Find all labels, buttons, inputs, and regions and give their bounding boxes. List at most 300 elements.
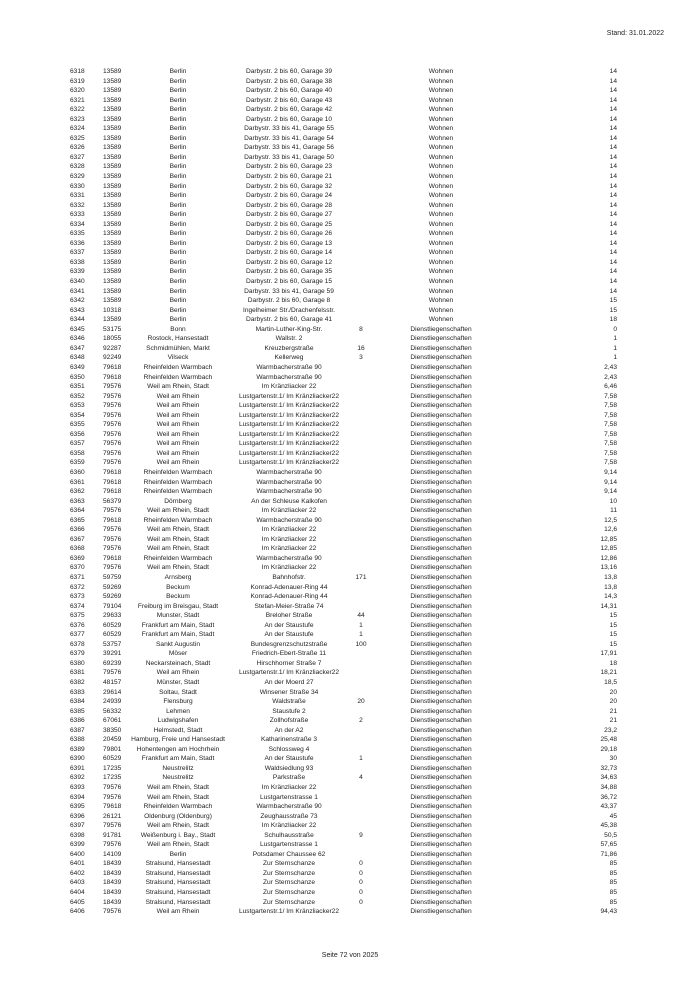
value-cell: 15 bbox=[609, 297, 617, 305]
value-cell: 20 bbox=[609, 688, 617, 696]
row-number-cell: 6377 bbox=[70, 631, 85, 639]
row-number-cell: 6384 bbox=[70, 698, 85, 706]
postal-code-cell: 79576 bbox=[103, 841, 122, 849]
row-number-cell: 6331 bbox=[70, 192, 85, 200]
postal-code-cell: 39291 bbox=[103, 650, 122, 658]
value-cell: 14 bbox=[609, 77, 617, 85]
table-row: 6387 38350 Helmstedt, Stadt An der A2 Dienstliegenschaften 23,2 bbox=[70, 726, 617, 734]
row-number-cell: 6365 bbox=[70, 516, 85, 524]
postal-code-cell: 79576 bbox=[103, 449, 122, 457]
row-number-cell: 6360 bbox=[70, 468, 85, 476]
table-row: 6346 18055 Rostock, Hansestadt Wallstr. 2 Dienstliegenschaften 1 bbox=[70, 335, 617, 343]
postal-code-cell: 56379 bbox=[103, 497, 122, 505]
row-number-cell: 6323 bbox=[70, 115, 85, 123]
row-number-cell: 6371 bbox=[70, 573, 85, 581]
table-row: 6373 59269 Beckum Konrad-Adenauer-Ring 44 Dienstliegenschaften 14,3 bbox=[70, 593, 617, 601]
postal-code-cell: 79576 bbox=[103, 507, 122, 515]
table-row: 6327 13589 Berlin Darbystr. 33 bis 41, Garage 50 Wohnen 14 bbox=[70, 153, 617, 161]
table-row: 6401 18439 Stralsund, Hansestadt Zur Sternschanze 0 Dienstliegenschaften 85 bbox=[70, 860, 617, 868]
row-number-cell: 6350 bbox=[70, 373, 85, 381]
value-cell: 32,73 bbox=[600, 764, 617, 772]
value-cell: 14 bbox=[609, 258, 617, 266]
table-row: 6325 13589 Berlin Darbystr. 33 bis 41, Garage 54 Wohnen 14 bbox=[70, 134, 617, 142]
page-number: Seite 72 von 2025 bbox=[321, 952, 379, 959]
row-number-cell: 6388 bbox=[70, 736, 85, 744]
table-row: 6397 79576 Weil am Rhein, Stadt Im Kränzliacker 22 Dienstliegenschaften 45,38 bbox=[70, 822, 617, 830]
value-cell: 85 bbox=[609, 889, 617, 897]
value-cell: 7,58 bbox=[604, 392, 617, 400]
table-row: 6395 79618 Rheinfelden Warmbach Warmbacherstraße 90 Dienstliegenschaften 43,37 bbox=[70, 803, 617, 811]
table-row: 6385 56332 Lehmen Staustufe 2 Dienstliegenschaften 21 bbox=[70, 707, 617, 715]
value-cell: 57,65 bbox=[600, 841, 617, 849]
postal-code-cell: 18439 bbox=[103, 879, 122, 887]
value-cell: 18 bbox=[609, 659, 617, 667]
row-number-cell: 6390 bbox=[70, 755, 85, 763]
value-cell: 17,91 bbox=[600, 650, 617, 658]
table-row: 6331 13589 Berlin Darbystr. 2 bis 60, Garage 24 Wohnen 14 bbox=[70, 192, 617, 200]
value-cell: 14 bbox=[609, 87, 617, 95]
table-row: 6389 79801 Hohentengen am Hochrhein Schlossweg 4 Dienstliegenschaften 29,18 bbox=[70, 745, 617, 753]
table-row: 6406 79576 Weil am Rhein Lustgartenstr.1/ Im Kränzliacker22 Dienstliegenschaften 94,43 bbox=[70, 908, 617, 916]
row-number-cell: 6400 bbox=[70, 850, 85, 858]
postal-code-cell: 13589 bbox=[103, 287, 122, 295]
row-number-cell: 6328 bbox=[70, 163, 85, 171]
value-cell: 14 bbox=[609, 230, 617, 238]
table-row: 6352 79576 Weil am Rhein Lustgartenstr.1/ Im Kränzliacker22 Dienstliegenschaften 7,58 bbox=[70, 392, 617, 400]
value-cell: 18,21 bbox=[600, 669, 617, 677]
postal-code-cell: 79618 bbox=[103, 468, 122, 476]
table-row: 6344 13589 Berlin Darbystr. 2 bis 60, Garage 41 Wohnen 18 bbox=[70, 316, 617, 324]
value-cell: 14 bbox=[609, 182, 617, 190]
row-number-cell: 6358 bbox=[70, 449, 85, 457]
row-number-cell: 6370 bbox=[70, 564, 85, 572]
data-table bbox=[0, 67, 700, 917]
value-cell: 85 bbox=[609, 860, 617, 868]
postal-code-cell: 13589 bbox=[103, 125, 122, 133]
value-cell: 14 bbox=[609, 153, 617, 161]
table-row: 6368 79576 Weil am Rhein, Stadt Im Kränzliacker 22 Dienstliegenschaften 12,85 bbox=[70, 545, 617, 553]
row-number-cell: 6393 bbox=[70, 784, 85, 792]
table-row: 6343 10318 Berlin Ingelheimer Str./Drachenfelsstr. Wohnen 15 bbox=[70, 306, 617, 314]
postal-code-cell: 13589 bbox=[103, 173, 122, 181]
value-cell: 13,16 bbox=[600, 564, 617, 572]
value-cell: 15 bbox=[609, 306, 617, 314]
value-cell: 45 bbox=[609, 812, 617, 820]
row-number-cell: 6368 bbox=[70, 545, 85, 553]
postal-code-cell: 56332 bbox=[103, 707, 122, 715]
postal-code-cell: 53175 bbox=[103, 325, 122, 333]
value-cell: 30 bbox=[609, 755, 617, 763]
table-row: 6402 18439 Stralsund, Hansestadt Zur Sternschanze 0 Dienstliegenschaften 85 bbox=[70, 869, 617, 877]
table-row: 6405 18439 Stralsund, Hansestadt Zur Sternschanze 0 Dienstliegenschaften 85 bbox=[70, 898, 617, 906]
value-cell: 14 bbox=[609, 173, 617, 181]
value-cell: 7,58 bbox=[604, 449, 617, 457]
table-row: 6370 79576 Weil am Rhein, Stadt Im Kränzliacker 22 Dienstliegenschaften 13,16 bbox=[70, 564, 617, 572]
value-cell: 85 bbox=[609, 898, 617, 906]
postal-code-cell: 79576 bbox=[103, 411, 122, 419]
postal-code-cell: 79576 bbox=[103, 430, 122, 438]
row-number-cell: 6352 bbox=[70, 392, 85, 400]
row-number-cell: 6372 bbox=[70, 583, 85, 591]
value-cell: 14 bbox=[609, 115, 617, 123]
table-row: 6341 13589 Berlin Darbystr. 33 bis 41, Garage 59 Wohnen 14 bbox=[70, 287, 617, 295]
value-cell: 14 bbox=[609, 144, 617, 152]
row-number-cell: 6319 bbox=[70, 77, 85, 85]
row-number-cell: 6357 bbox=[70, 440, 85, 448]
postal-code-cell: 29633 bbox=[103, 612, 122, 620]
postal-code-cell: 79618 bbox=[103, 478, 122, 486]
table-row: 6391 17235 Neustrelitz Waldsiedlung 93 Dienstliegenschaften 32,73 bbox=[70, 764, 617, 772]
row-number-cell: 6398 bbox=[70, 831, 85, 839]
value-cell: 14 bbox=[609, 192, 617, 200]
row-number-cell: 6346 bbox=[70, 335, 85, 343]
table-row: 6375 29633 Munster, Stadt Breloher Straße 44 Dienstliegenschaften 15 bbox=[70, 612, 617, 620]
row-number-cell: 6404 bbox=[70, 889, 85, 897]
table-row: 6340 13589 Berlin Darbystr. 2 bis 60, Garage 15 Wohnen 14 bbox=[70, 278, 617, 286]
postal-code-cell: 79576 bbox=[103, 793, 122, 801]
postal-code-cell: 79576 bbox=[103, 383, 122, 391]
value-cell: 2,43 bbox=[604, 363, 617, 371]
postal-code-cell: 13589 bbox=[103, 153, 122, 161]
postal-code-cell: 13589 bbox=[103, 134, 122, 142]
postal-code-cell: 79576 bbox=[103, 402, 122, 410]
postal-code-cell: 60529 bbox=[103, 755, 122, 763]
postal-code-cell: 91781 bbox=[103, 831, 122, 839]
row-number-cell: 6389 bbox=[70, 745, 85, 753]
row-number-cell: 6385 bbox=[70, 707, 85, 715]
table-row: 6321 13589 Berlin Darbystr. 2 bis 60, Garage 43 Wohnen 14 bbox=[70, 96, 617, 104]
row-number-cell: 6382 bbox=[70, 679, 85, 686]
table-row: 6348 92249 Vilseck Kellerweg 3 Dienstliegenschaften 1 bbox=[70, 354, 617, 362]
postal-code-cell: 29614 bbox=[103, 688, 122, 696]
value-cell: 15 bbox=[609, 612, 617, 620]
value-cell: 7,58 bbox=[604, 430, 617, 438]
postal-code-cell: 13589 bbox=[103, 182, 122, 190]
table-row: 6388 20459 Hamburg, Freie und Hansestadt Katharinenstraße 3 Dienstliegenschaften 25,48 bbox=[70, 736, 617, 744]
row-number-cell: 6401 bbox=[70, 860, 85, 868]
value-cell: 7,58 bbox=[604, 402, 617, 410]
row-number-cell: 6339 bbox=[70, 268, 85, 276]
table-row: 6382 48157 Münster, Stadt An der Moerd 27 Dienstliegenschaften 18,5 bbox=[70, 679, 617, 686]
postal-code-cell: 13589 bbox=[103, 201, 122, 209]
value-cell: 14,3 bbox=[604, 593, 617, 601]
table-row: 6386 67061 Ludwigshafen Zollhofstraße 2 Dienstliegenschaften 21 bbox=[70, 717, 617, 725]
value-cell: 6,46 bbox=[604, 383, 617, 391]
table-row: 6333 13589 Berlin Darbystr. 2 bis 60, Garage 27 Wohnen 14 bbox=[70, 211, 617, 219]
row-number-cell: 6321 bbox=[70, 96, 85, 104]
row-number-cell: 6338 bbox=[70, 258, 85, 266]
table-row: 6393 79576 Weil am Rhein, Stadt Im Kränzliacker 22 Dienstliegenschaften 34,88 bbox=[70, 784, 617, 792]
value-cell: 7,58 bbox=[604, 421, 617, 429]
value-cell: 14 bbox=[609, 125, 617, 133]
postal-code-cell: 18439 bbox=[103, 889, 122, 897]
table-row: 6318 13589 Berlin Darbystr. 2 bis 60, Garage 39 Wohnen 14 bbox=[70, 68, 617, 75]
row-number-cell: 6333 bbox=[70, 211, 85, 219]
value-cell: 12,85 bbox=[600, 535, 617, 543]
postal-code-cell: 13589 bbox=[103, 192, 122, 200]
table-row: 6319 13589 Berlin Darbystr. 2 bis 60, Garage 38 Wohnen 14 bbox=[70, 77, 617, 85]
table-row: 6324 13589 Berlin Darbystr. 33 bis 41, Garage 55 Wohnen 14 bbox=[70, 125, 617, 133]
postal-code-cell: 17235 bbox=[103, 774, 122, 782]
table-row: 6377 60529 Frankfurt am Main, Stadt An der Staustufe 1 Dienstliegenschaften 15 bbox=[70, 631, 617, 639]
postal-code-cell: 13589 bbox=[103, 239, 122, 247]
table-row: 6355 79576 Weil am Rhein Lustgartenstr.1/ Im Kränzliacker22 Dienstliegenschaften 7,58 bbox=[70, 421, 617, 429]
value-cell: 15 bbox=[609, 640, 617, 648]
postal-code-cell: 13589 bbox=[103, 96, 122, 104]
value-cell: 11 bbox=[610, 507, 617, 515]
value-cell: 34,63 bbox=[600, 774, 617, 782]
table-row: 6399 79576 Weil am Rhein, Stadt Lustgartenstrasse 1 Dienstliegenschaften 57,65 bbox=[70, 841, 617, 849]
value-cell: 14 bbox=[609, 96, 617, 104]
value-cell: 29,18 bbox=[600, 745, 617, 753]
value-cell: 85 bbox=[609, 869, 617, 877]
value-cell: 14 bbox=[609, 249, 617, 257]
row-number-cell: 6343 bbox=[70, 306, 85, 314]
row-number-cell: 6402 bbox=[70, 869, 85, 877]
table-row: 6351 79576 Weil am Rhein, Stadt Im Kränzliacker 22 Dienstliegenschaften 6,46 bbox=[70, 383, 617, 391]
postal-code-cell: 79576 bbox=[103, 440, 122, 448]
row-number-cell: 6349 bbox=[70, 363, 85, 371]
row-number-cell: 6386 bbox=[70, 717, 85, 725]
postal-code-cell: 79618 bbox=[103, 363, 122, 371]
postal-code-cell: 13589 bbox=[103, 87, 122, 95]
postal-code-cell: 20459 bbox=[103, 736, 122, 744]
row-number-cell: 6391 bbox=[70, 764, 85, 772]
table-row: 6380 69239 Neckarsteinach, Stadt Hirschhorner Straße 7 Dienstliegenschaften 18 bbox=[70, 659, 617, 667]
value-cell: 14 bbox=[609, 134, 617, 142]
value-cell: 43,37 bbox=[600, 803, 617, 811]
value-cell: 0 bbox=[613, 325, 617, 333]
row-number-cell: 6395 bbox=[70, 803, 85, 811]
table-row: 6320 13589 Berlin Darbystr. 2 bis 60, Garage 40 Wohnen 14 bbox=[70, 87, 617, 95]
row-number-cell: 6324 bbox=[70, 125, 85, 133]
value-cell: 14,31 bbox=[600, 602, 617, 610]
row-number-cell: 6396 bbox=[70, 812, 85, 820]
postal-code-cell: 10318 bbox=[103, 306, 122, 314]
value-cell: 10 bbox=[609, 497, 617, 505]
postal-code-cell: 79618 bbox=[103, 516, 122, 524]
table-row: 6334 13589 Berlin Darbystr. 2 bis 60, Garage 25 Wohnen 14 bbox=[70, 220, 617, 228]
postal-code-cell: 60529 bbox=[103, 621, 122, 629]
postal-code-cell: 13589 bbox=[103, 316, 122, 324]
table-row: 6336 13589 Berlin Darbystr. 2 bis 60, Garage 13 Wohnen 14 bbox=[70, 239, 617, 247]
value-cell: 14 bbox=[609, 220, 617, 228]
row-number-cell: 6394 bbox=[70, 793, 85, 801]
row-number-cell: 6356 bbox=[70, 430, 85, 438]
row-number-cell: 6344 bbox=[70, 316, 85, 324]
postal-code-cell: 38350 bbox=[103, 726, 122, 734]
row-number-cell: 6336 bbox=[70, 239, 85, 247]
value-cell: 15 bbox=[609, 631, 617, 639]
value-cell: 21 bbox=[609, 717, 617, 725]
postal-code-cell: 79576 bbox=[103, 669, 122, 677]
postal-code-cell: 13589 bbox=[103, 268, 122, 276]
postal-code-cell: 18055 bbox=[103, 335, 122, 343]
row-number-cell: 6363 bbox=[70, 497, 85, 505]
table-row: 6366 79576 Weil am Rhein, Stadt Im Kränzliacker 22 Dienstliegenschaften 12,6 bbox=[70, 526, 617, 534]
table-row: 6383 29614 Soltau, Stadt Winsener Straße 34 Dienstliegenschaften 20 bbox=[70, 688, 617, 696]
table-row: 6359 79576 Weil am Rhein Lustgartenstr.1/ Im Kränzliacker22 Dienstliegenschaften 7,58 bbox=[70, 459, 617, 467]
table-row: 6396 26121 Oldenburg (Oldenburg) Zeughausstraße 73 Dienstliegenschaften 45 bbox=[70, 812, 617, 820]
table-row: 6323 13589 Berlin Darbystr. 2 bis 60, Garage 10 Wohnen 14 bbox=[70, 115, 617, 123]
row-number-cell: 6392 bbox=[70, 774, 85, 782]
value-cell: 2,43 bbox=[604, 373, 617, 381]
row-number-cell: 6326 bbox=[70, 144, 85, 152]
table-row: 6384 24939 Flensburg Waldstraße 20 Dienstliegenschaften 20 bbox=[70, 698, 617, 706]
value-cell: 14 bbox=[609, 239, 617, 247]
row-number-cell: 6362 bbox=[70, 488, 85, 496]
postal-code-cell: 13589 bbox=[103, 115, 122, 123]
row-number-cell: 6329 bbox=[70, 173, 85, 181]
value-cell: 9,14 bbox=[604, 478, 617, 486]
table-row: 6330 13589 Berlin Darbystr. 2 bis 60, Garage 32 Wohnen 14 bbox=[70, 182, 617, 190]
row-number-cell: 6380 bbox=[70, 659, 85, 667]
postal-code-cell: 24939 bbox=[103, 698, 122, 706]
table-row: 6360 79618 Rheinfelden Warmbach Warmbacherstraße 90 Dienstliegenschaften 9,14 bbox=[70, 468, 617, 476]
row-number-cell: 6351 bbox=[70, 383, 85, 391]
row-number-cell: 6342 bbox=[70, 297, 85, 305]
postal-code-cell: 79618 bbox=[103, 488, 122, 496]
table-row: 6374 79104 Freiburg im Breisgau, Stadt Stefan-Meier-Straße 74 Dienstliegenschaften 14,31 bbox=[70, 602, 617, 610]
postal-code-cell: 13589 bbox=[103, 68, 122, 75]
table-row: 6392 17235 Neustrelitz Parkstraße 4 Dienstliegenschaften 34,63 bbox=[70, 774, 617, 782]
row-number-cell: 6405 bbox=[70, 898, 85, 906]
row-number-cell: 6359 bbox=[70, 459, 85, 467]
postal-code-cell: 17235 bbox=[103, 764, 122, 772]
row-number-cell: 6397 bbox=[70, 822, 85, 830]
table-row: 6369 79618 Rheinfelden Warmbach Warmbacherstraße 90 Dienstliegenschaften 12,86 bbox=[70, 554, 617, 562]
row-number-cell: 6345 bbox=[70, 325, 85, 333]
table-row: 6357 79576 Weil am Rhein Lustgartenstr.1/ Im Kränzliacker22 Dienstliegenschaften 7,58 bbox=[70, 440, 617, 448]
postal-code-cell: 14109 bbox=[103, 850, 122, 858]
row-number-cell: 6375 bbox=[70, 612, 85, 620]
value-cell: 85 bbox=[609, 879, 617, 887]
value-cell: 21 bbox=[609, 707, 617, 715]
value-cell: 15 bbox=[609, 621, 617, 629]
table-row: 6381 79576 Weil am Rhein Lustgartenstr.1/ Im Kränzliacker22 Dienstliegenschaften 18,21 bbox=[70, 669, 617, 677]
table-row: 6328 13589 Berlin Darbystr. 2 bis 60, Garage 23 Wohnen 14 bbox=[70, 163, 617, 171]
table-row: 6337 13589 Berlin Darbystr. 2 bis 60, Garage 14 Wohnen 14 bbox=[70, 249, 617, 257]
postal-code-cell: 13589 bbox=[103, 249, 122, 257]
table-row: 6400 14109 Berlin Potsdamer Chaussee 62 Dienstliegenschaften 71,86 bbox=[70, 850, 617, 858]
value-cell: 12,6 bbox=[604, 526, 617, 534]
table-row: 6326 13589 Berlin Darbystr. 33 bis 41, Garage 56 Wohnen 14 bbox=[70, 144, 617, 152]
row-number-cell: 6364 bbox=[70, 507, 85, 515]
postal-code-cell: 67061 bbox=[103, 717, 122, 725]
postal-code-cell: 79618 bbox=[103, 803, 122, 811]
postal-code-cell: 13589 bbox=[103, 220, 122, 228]
postal-code-cell: 79576 bbox=[103, 459, 122, 467]
table-row: 6367 79576 Weil am Rhein, Stadt Im Kränzliacker 22 Dienstliegenschaften 12,85 bbox=[70, 535, 617, 543]
postal-code-cell: 59269 bbox=[103, 583, 122, 591]
table-row: 6371 59759 Arnsberg Bahnhofstr. 171 Dienstliegenschaften 13,8 bbox=[70, 573, 617, 581]
value-cell: 14 bbox=[609, 163, 617, 171]
table-row: 6361 79618 Rheinfelden Warmbach Warmbacherstraße 90 Dienstliegenschaften 9,14 bbox=[70, 478, 617, 486]
postal-code-cell: 53757 bbox=[103, 640, 122, 648]
table-row: 6398 91781 Weißenburg i. Bay., Stadt Schulhausstraße 9 Dienstliegenschaften 50,5 bbox=[70, 831, 617, 839]
postal-code-cell: 92287 bbox=[103, 344, 122, 352]
value-cell: 34,88 bbox=[600, 784, 617, 792]
value-cell: 36,72 bbox=[600, 793, 617, 801]
value-cell: 13,8 bbox=[604, 583, 617, 591]
row-number-cell: 6403 bbox=[70, 879, 85, 887]
row-number-cell: 6355 bbox=[70, 421, 85, 429]
postal-code-cell: 79576 bbox=[103, 535, 122, 543]
row-number-cell: 6367 bbox=[70, 535, 85, 543]
postal-code-cell: 79104 bbox=[103, 602, 122, 610]
row-number-cell: 6378 bbox=[70, 640, 85, 648]
table-row: 6358 79576 Weil am Rhein Lustgartenstr.1/ Im Kränzliacker22 Dienstliegenschaften 7,58 bbox=[70, 449, 617, 457]
postal-code-cell: 79576 bbox=[103, 526, 122, 534]
table-row: 6376 60529 Frankfurt am Main, Stadt An der Staustufe 1 Dienstliegenschaften 15 bbox=[70, 621, 617, 629]
value-cell: 23,2 bbox=[604, 726, 617, 734]
table-row: 6364 79576 Weil am Rhein, Stadt Im Kränzliacker 22 Dienstliegenschaften 11 bbox=[70, 507, 617, 515]
postal-code-cell: 79576 bbox=[103, 392, 122, 400]
postal-code-cell: 79576 bbox=[103, 564, 122, 572]
table-row: 6335 13589 Berlin Darbystr. 2 bis 60, Garage 26 Wohnen 14 bbox=[70, 230, 617, 238]
value-cell: 12,5 bbox=[604, 516, 617, 524]
row-number-cell: 6379 bbox=[70, 650, 85, 658]
value-cell: 14 bbox=[609, 278, 617, 286]
postal-code-cell: 18439 bbox=[103, 898, 122, 906]
value-cell: 12,86 bbox=[600, 554, 617, 562]
row-number-cell: 6381 bbox=[70, 669, 85, 677]
value-cell: 14 bbox=[609, 287, 617, 295]
postal-code-cell: 13589 bbox=[103, 106, 122, 114]
value-cell: 9,14 bbox=[604, 468, 617, 476]
row-number-cell: 6340 bbox=[70, 278, 85, 286]
postal-code-cell: 13589 bbox=[103, 297, 122, 305]
value-cell: 14 bbox=[609, 106, 617, 114]
postal-code-cell: 59759 bbox=[103, 573, 122, 581]
postal-code-cell: 60529 bbox=[103, 631, 122, 639]
table-row: 6349 79618 Rheinfelden Warmbach Warmbacherstraße 90 Dienstliegenschaften 2,43 bbox=[70, 363, 617, 371]
row-number-cell: 6330 bbox=[70, 182, 85, 190]
value-cell: 25,48 bbox=[600, 736, 617, 744]
postal-code-cell: 79576 bbox=[103, 822, 122, 830]
postal-code-cell: 13589 bbox=[103, 144, 122, 152]
table-row: 6342 13589 Berlin Darbystr. 2 bis 60, Garage 8 Wohnen 15 bbox=[70, 297, 617, 305]
row-number-cell: 6399 bbox=[70, 841, 85, 849]
value-cell: 7,58 bbox=[604, 440, 617, 448]
postal-code-cell: 26121 bbox=[103, 812, 122, 820]
row-number-cell: 6332 bbox=[70, 201, 85, 209]
value-cell: 1 bbox=[613, 344, 617, 352]
postal-code-cell: 13589 bbox=[103, 163, 122, 171]
row-number-cell: 6383 bbox=[70, 688, 85, 696]
table-row: 6379 39291 Möser Friedrich-Ebert-Straße 11 Dienstliegenschaften 17,91 bbox=[70, 650, 617, 658]
value-cell: 20 bbox=[609, 698, 617, 706]
postal-code-cell: 59269 bbox=[103, 593, 122, 601]
row-number-cell: 6369 bbox=[70, 554, 85, 562]
value-cell: 12,85 bbox=[600, 545, 617, 553]
postal-code-cell: 79618 bbox=[103, 373, 122, 381]
postal-code-cell: 13589 bbox=[103, 278, 122, 286]
row-number-cell: 6348 bbox=[70, 354, 85, 362]
row-number-cell: 6320 bbox=[70, 87, 85, 95]
table-row: 6404 18439 Stralsund, Hansestadt Zur Sternschanze 0 Dienstliegenschaften 85 bbox=[70, 889, 617, 897]
table-row: 6329 13589 Berlin Darbystr. 2 bis 60, Garage 21 Wohnen 14 bbox=[70, 173, 617, 181]
value-cell: 14 bbox=[609, 268, 617, 276]
value-cell: 71,86 bbox=[600, 850, 617, 858]
row-number-cell: 6387 bbox=[70, 726, 85, 734]
value-cell: 1 bbox=[613, 354, 617, 362]
table-row: 6354 79576 Weil am Rhein Lustgartenstr.1/ Im Kränzliacker22 Dienstliegenschaften 7,58 bbox=[70, 411, 617, 419]
row-number-cell: 6322 bbox=[70, 106, 85, 114]
value-cell: 50,5 bbox=[604, 831, 617, 839]
value-cell: 14 bbox=[609, 211, 617, 219]
value-cell: 94,43 bbox=[600, 908, 617, 916]
